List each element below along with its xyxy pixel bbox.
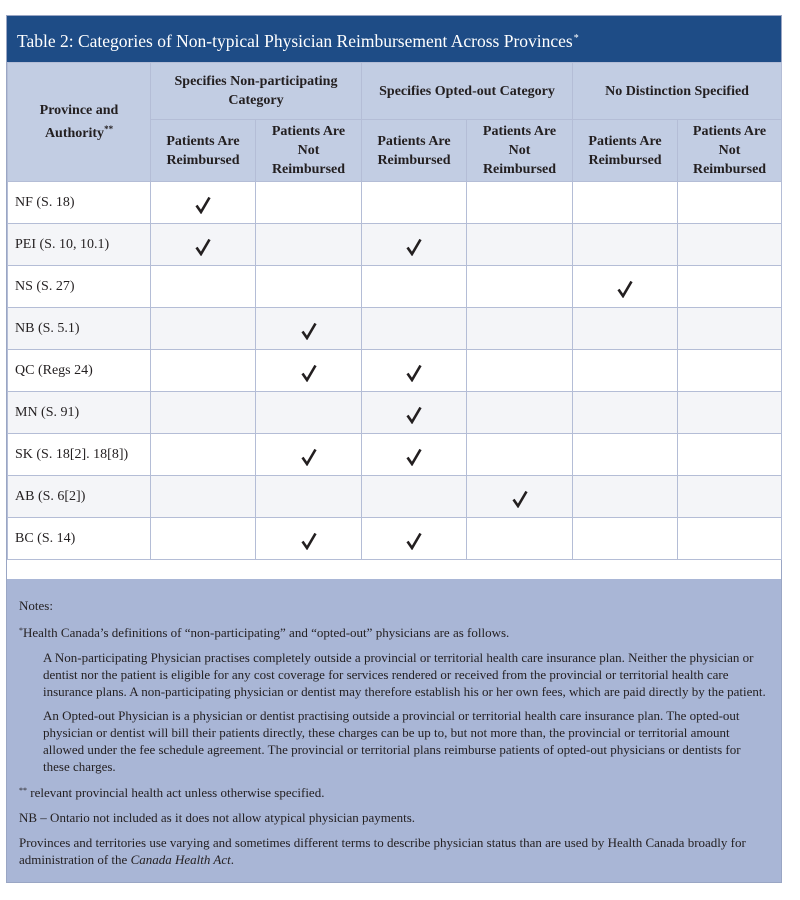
note-terminology-end: . (230, 852, 234, 867)
table-cell (678, 182, 782, 224)
checkmark-icon (301, 448, 317, 466)
table-cell (573, 224, 678, 266)
province-cell: SK (S. 18[2]. 18[8]) (8, 434, 151, 476)
checkmark-icon (301, 322, 317, 340)
checkmark-icon (406, 532, 422, 550)
province-cell: NS (S. 27) (8, 266, 151, 308)
note-definitions-intro (19, 622, 769, 641)
table-cell (573, 266, 678, 308)
group-header-non-participating: Specifies Non-participating Category (151, 63, 362, 120)
note-relevant-act (19, 782, 769, 801)
province-header-label: Province and Authority (39, 103, 119, 141)
table-cell (256, 518, 362, 560)
table-cell (573, 392, 678, 434)
table-cell (256, 392, 362, 434)
notes-heading: Notes: (19, 598, 53, 613)
table-frame (6, 15, 782, 883)
note-non-participating-definition: A Non-participating Physician practises completely outside a provincial or territorial health care insurance plan. Neither the physician or dentist nor the patient is eligible for any cost coverage for services rendered or received from the provincial or territorial health care insurance plans. A non-participating physician or dentist may therefore establish his or her own fees, which are paid directly by the patient. (43, 650, 766, 699)
table-body (8, 182, 782, 560)
note-star-marker: * (19, 626, 23, 635)
note-double-star-marker: ** (19, 786, 27, 795)
table-row (8, 224, 782, 266)
table-cell (573, 308, 678, 350)
table-row (8, 476, 782, 518)
table-cell (573, 350, 678, 392)
province-cell: QC (Regs 24) (8, 350, 151, 392)
reimbursement-table (7, 62, 782, 560)
table-cell (151, 434, 256, 476)
table-cell (467, 350, 573, 392)
group-header-no-distinction: No Distinction Specified (573, 63, 782, 120)
table-cell (362, 392, 467, 434)
table-cell (467, 224, 573, 266)
province-cell: PEI (S. 10, 10.1) (8, 224, 151, 266)
table-cell (151, 182, 256, 224)
table-cell (362, 476, 467, 518)
table-cell (573, 182, 678, 224)
table-cell (362, 308, 467, 350)
table-cell (678, 518, 782, 560)
table-row (8, 392, 782, 434)
checkmark-icon (406, 238, 422, 256)
checkmark-icon (301, 532, 317, 550)
table-cell (151, 266, 256, 308)
province-cell: MN (S. 91) (8, 392, 151, 434)
table-cell (678, 434, 782, 476)
subheader-reimbursed: Patients Are Reimbursed (573, 120, 678, 182)
table-cell (256, 224, 362, 266)
checkmark-icon (512, 490, 528, 508)
table-cell (362, 350, 467, 392)
table-cell (151, 350, 256, 392)
province-cell: NB (S. 5.1) (8, 308, 151, 350)
note-terminology (19, 834, 769, 868)
subheader-not-reimbursed: Patients Are Not Reimbursed (256, 120, 362, 182)
table-cell (256, 350, 362, 392)
table-cell (362, 434, 467, 476)
table-cell (678, 266, 782, 308)
table-cell (573, 434, 678, 476)
province-column-header (8, 63, 151, 182)
table-cell (151, 518, 256, 560)
notes-section (7, 579, 781, 882)
table-cell (467, 518, 573, 560)
table-cell (362, 518, 467, 560)
table-cell (467, 308, 573, 350)
checkmark-icon (617, 280, 633, 298)
checkmark-icon (406, 448, 422, 466)
table-cell (678, 308, 782, 350)
table-cell (678, 476, 782, 518)
group-header-opted-out: Specifies Opted-out Category (362, 63, 573, 120)
table-cell (678, 350, 782, 392)
table-cell (678, 224, 782, 266)
title-footnote-marker: * (573, 33, 579, 44)
note-act-name: Canada Health Act (130, 852, 231, 867)
table-cell (362, 266, 467, 308)
subheader-reimbursed: Patients Are Reimbursed (362, 120, 467, 182)
table-cell (151, 392, 256, 434)
subheader-not-reimbursed: Patients Are Not Reimbursed (467, 120, 573, 182)
note-star-text: Health Canada’s definitions of “non-participating” and “opted-out” physicians are as follows. (23, 625, 510, 640)
table-cell (151, 476, 256, 518)
table-cell (467, 476, 573, 518)
province-cell: AB (S. 6[2]) (8, 476, 151, 518)
table-row (8, 518, 782, 560)
table-row (8, 350, 782, 392)
province-cell: BC (S. 14) (8, 518, 151, 560)
subheader-reimbursed: Patients Are Reimbursed (151, 120, 256, 182)
table-cell (573, 476, 678, 518)
checkmark-icon (406, 406, 422, 424)
table-cell (256, 308, 362, 350)
table-cell (467, 266, 573, 308)
checkmark-icon (195, 238, 211, 256)
checkmark-icon (301, 364, 317, 382)
table-cell (256, 266, 362, 308)
checkmark-icon (195, 196, 211, 214)
table-cell (256, 476, 362, 518)
table-cell (151, 308, 256, 350)
checkmark-icon (406, 364, 422, 382)
table-cell (467, 434, 573, 476)
subheader-not-reimbursed: Patients Are Not Reimbursed (678, 120, 782, 182)
table-title-text: Table 2: Categories of Non-typical Physician Reimbursement Across Provinces (17, 31, 573, 51)
table-row (8, 266, 782, 308)
table-cell (256, 182, 362, 224)
table-cell (467, 182, 573, 224)
note-ontario: NB – Ontario not included as it does not allow atypical physician payments. (19, 810, 416, 825)
table-cell (151, 224, 256, 266)
table-cell (256, 434, 362, 476)
province-cell: NF (S. 18) (8, 182, 151, 224)
table-cell (573, 518, 678, 560)
table-cell (678, 392, 782, 434)
note-double-star-text: relevant provincial health act unless otherwise specified. (27, 785, 325, 800)
table-title (7, 16, 781, 62)
table-row (8, 434, 782, 476)
table-cell (362, 224, 467, 266)
province-footnote-marker: ** (104, 124, 114, 134)
table-row (8, 182, 782, 224)
table-cell (467, 392, 573, 434)
note-opted-out-definition: An Opted-out Physician is a physician or dentist practising outside a provincial or territorial health care insurance plan. The opted-out physician or dentist will bill their patients directly, these charges can be up to, but not more than, the provincial or territorial amount allowed under the fee schedule agreement. The provincial or territorial plans reimburse patients of opted-out physicians or dentists for these charges. (43, 708, 741, 774)
note-terminology-text: Provinces and territories use varying and sometimes different terms to describe physician status than are used by Health Canada broadly for administration of the (19, 835, 746, 867)
table-row (8, 308, 782, 350)
table-cell (362, 182, 467, 224)
